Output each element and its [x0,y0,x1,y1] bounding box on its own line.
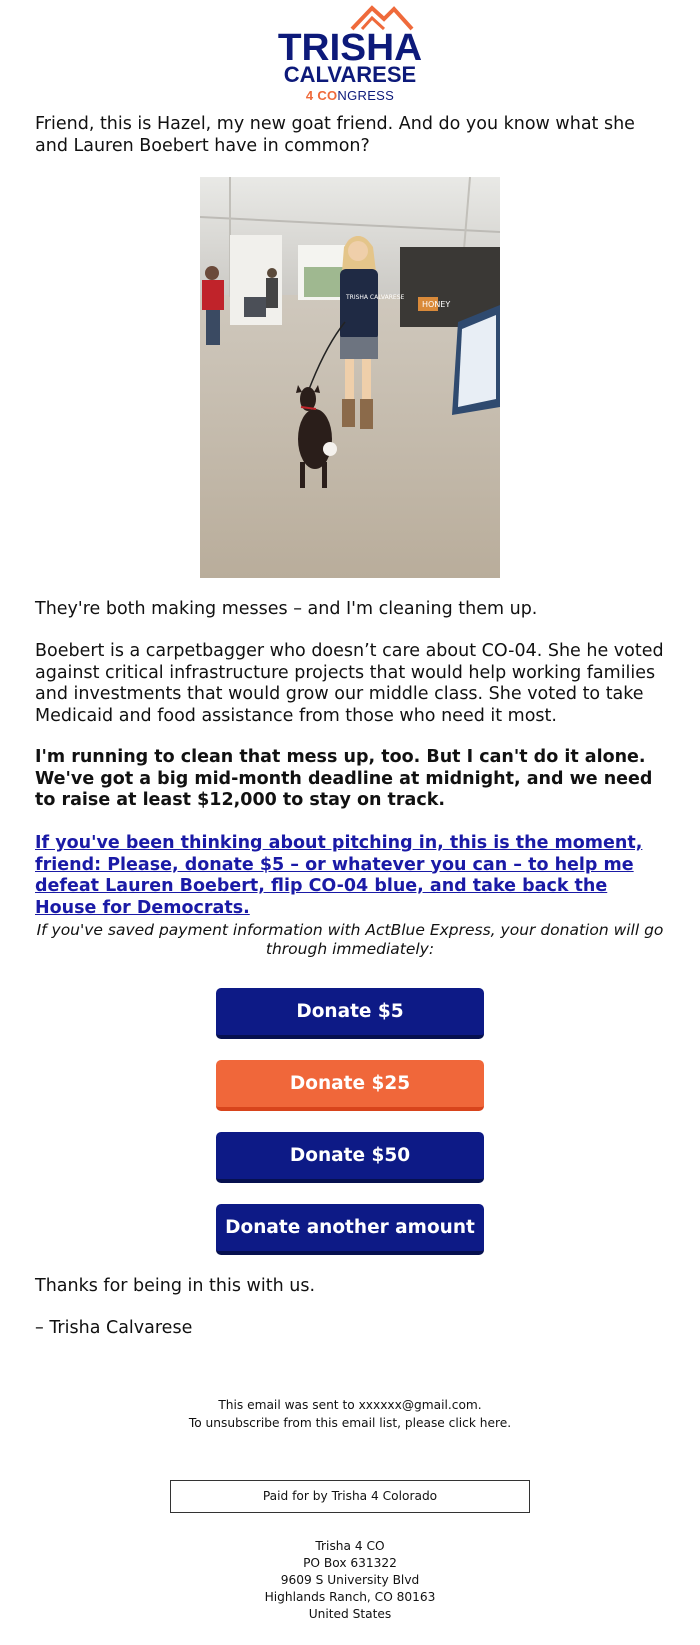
unsubscribe-line [0,1415,700,1432]
logo-line-name: TRISHA [277,27,423,69]
donate-25-button[interactable]: Donate $25 [216,1060,484,1111]
address-line-2: PO Box 631322 [303,1556,397,1570]
address-line-5: United States [308,1607,392,1621]
donate-other-amount-button[interactable]: Donate another amount [216,1204,484,1255]
donate-50-button[interactable]: Donate $50 [216,1132,484,1183]
actblue-express-note: If you've saved payment information with ActBlue Express, your donation will go through immediately: [36,921,664,958]
honey-sign-text: HONEY [422,300,451,309]
address-line-4: Highlands Ranch, CO 80163 [264,1590,436,1604]
shirt-text: TRISHA CALVARESE [346,294,405,301]
donate-5-button[interactable]: Donate $5 [216,988,484,1039]
paid-for-box: Paid for by Trisha 4 Colorado [170,1480,530,1513]
intro-paragraph: Friend, this is Hazel, my new goat friend. And do you know what she and Lauren Boebert have in common? [35,114,635,156]
goat-photo [200,177,500,578]
boebert-paragraph: Boebert is a carpetbagger who doesn’t care about CO-04. She he voted against critical infrastructure projects that would help working families and investments that would grow our middle class. She voted to take Medicaid and food assistance from those who need it most. [35,641,664,726]
logo-line-tagline [0,88,700,103]
address-line-3: 9609 S University Blvd [280,1573,420,1587]
thanks-paragraph: Thanks for being in this with us. [35,1276,316,1296]
logo-tagline-rest: NGRESS [337,88,395,103]
sent-to-line: This email was sent to xxxxxx@gmail.com. [218,1398,482,1412]
messes-paragraph: They're both making messes – and I'm cleaning them up. [35,599,538,619]
signoff: – Trisha Calvarese [35,1318,193,1338]
donate-ask-link[interactable]: If you've been thinking about pitching in, this is the moment, friend: Please, donate $5 – or whatever you can – to help me defeat Lauren Boebert, flip CO-04 blue, and take back the House for Democrats. [35,833,643,918]
goat-photo-illustration [200,177,500,578]
unsubscribe-link[interactable]: To unsubscribe from this email list, please click here. [188,1416,512,1430]
logo-tagline-accent: 4 CO [305,88,338,103]
campaign-logo [0,0,700,108]
logo-line-surname: CALVARESE [283,62,417,87]
deadline-paragraph: I'm running to clean that mess up, too. But I can't do it alone. We've got a big mid-month deadline at midnight, and we need to raise at least $12,000 to stay on track. [35,747,653,810]
address-line-1: Trisha 4 CO [315,1539,385,1553]
